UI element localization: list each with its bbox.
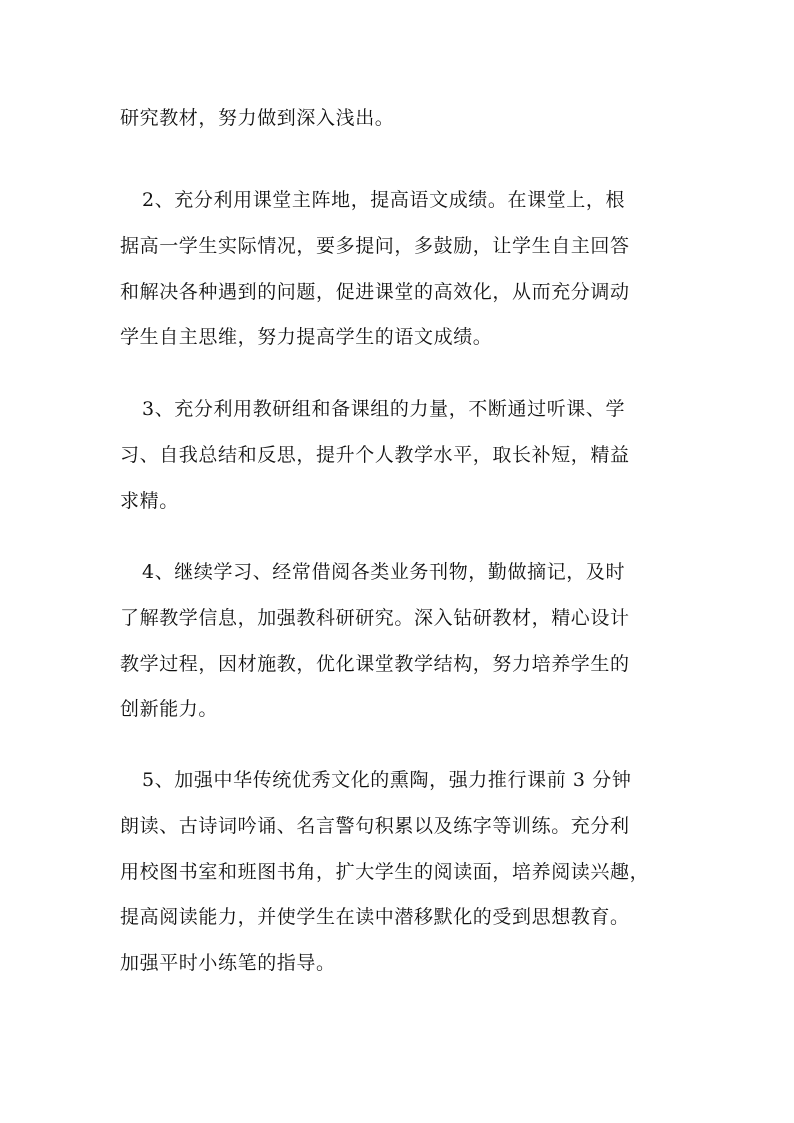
paragraph-5-line-1: 5、加强中华传统优秀文化的熏陶，强力推行课前 3 分钟 — [142, 769, 632, 791]
paragraph-4-line-2: 了解教学信息，加强教科研研究。深入钻研教材，精心设计 — [120, 606, 630, 629]
paragraph-5-line-3: 用校图书室和班图书角，扩大学生的阅读面，培养阅读兴趣， — [120, 860, 650, 883]
paragraph-2-line-4: 学生自主思维，努力提高学生的语文成绩。 — [120, 326, 493, 349]
paragraph-5-line-4: 提高阅读能力，并使学生在读中潜移默化的受到思想教育。 — [120, 906, 630, 929]
paragraph-5 — [120, 758, 688, 987]
intro-line-1: 研究教材，努力做到深入浅出。 — [120, 107, 395, 129]
paragraph-2-line-3: 和解决各种遇到的问题，促进课堂的高效化，从而充分调动 — [120, 280, 630, 303]
paragraph-3-line-3: 求精。 — [120, 489, 179, 512]
paragraph-2 — [120, 178, 688, 361]
paragraph-4-line-1: 4、继续学习、经常借阅各类业务刊物，勤做摘记，及时 — [142, 561, 626, 583]
paragraph-3-line-2: 习、自我总结和反思，提升个人教学水平，取长补短，精益 — [120, 443, 630, 466]
paragraph-5-line-5: 加强平时小练笔的指导。 — [120, 952, 336, 975]
paragraph-4-line-3: 教学过程，因材施教，优化课堂教学结构，努力培养学生的 — [120, 652, 630, 675]
paragraph-5-line-2: 朗读、古诗词吟诵、名言警句积累以及练字等训练。充分利 — [120, 814, 630, 837]
intro-paragraph — [120, 96, 688, 142]
paragraph-3-line-1: 3、充分利用教研组和备课组的力量，不断通过听课、学 — [142, 398, 626, 420]
paragraph-4 — [120, 550, 688, 733]
paragraph-2-line-1: 2、充分利用课堂主阵地，提高语文成绩。在课堂上，根 — [142, 189, 626, 211]
paragraph-3 — [120, 387, 688, 524]
paragraph-2-line-2: 据高一学生实际情况，要多提问，多鼓励，让学生自主回答 — [120, 234, 630, 257]
paragraph-4-line-4: 创新能力。 — [120, 698, 219, 721]
